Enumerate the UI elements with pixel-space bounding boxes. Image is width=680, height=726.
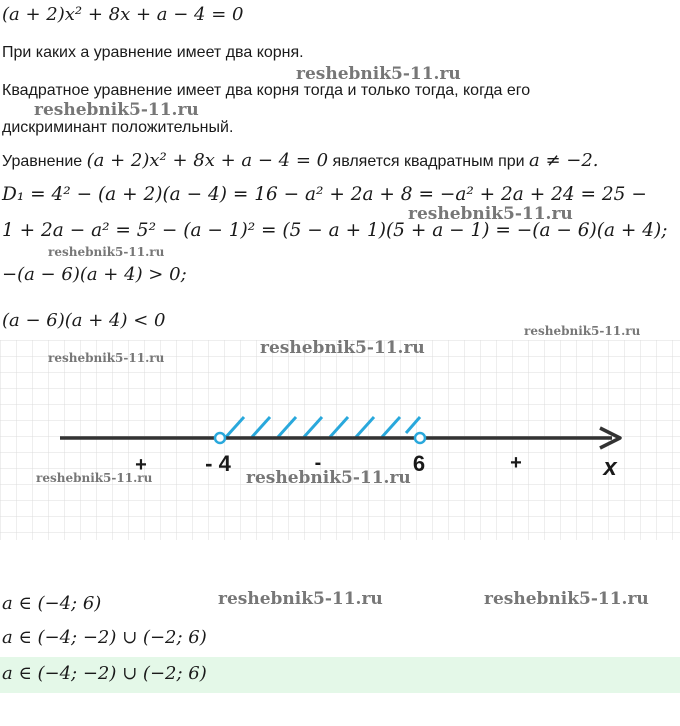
watermark: reshebnik5-11.ru: [48, 351, 165, 365]
inequality-2: (a − 6)(a + 4) < 0: [2, 310, 166, 331]
watermark: reshebnik5-11.ru: [246, 468, 411, 488]
quadratic-suffix: является квадратным при: [332, 153, 525, 170]
quadratic-condition: a ≠ −2.: [529, 150, 599, 171]
answer-1: a ∈ (−4; 6): [2, 593, 102, 614]
watermark: reshebnik5-11.ru: [34, 100, 199, 120]
quadratic-statement: [2, 150, 599, 171]
axis-label: x: [603, 454, 617, 481]
quadratic-equation: (a + 2)x² + 8x + a − 4 = 0: [86, 150, 329, 171]
point-left: [215, 433, 225, 443]
answer-2: a ∈ (−4; −2) ∪ (−2; 6): [2, 627, 207, 648]
watermark: reshebnik5-11.ru: [296, 64, 461, 84]
answer-final: a ∈ (−4; −2) ∪ (−2; 6): [2, 663, 207, 684]
watermark: reshebnik5-11.ru: [218, 589, 383, 609]
sign-left: +: [135, 454, 147, 476]
grid-background: [0, 340, 680, 540]
inequality-1: −(a − 6)(a + 4) > 0;: [2, 264, 187, 285]
watermark: reshebnik5-11.ru: [408, 204, 573, 224]
discriminant-line-1: D₁ = 4² − (a + 2)(a − 4) = 16 − a² + 2a + 8 = −a² + 2a + 24 = 25 −: [2, 184, 647, 205]
label-point-right: 6: [412, 451, 426, 476]
watermark: reshebnik5-11.ru: [36, 471, 153, 485]
watermark: reshebnik5-11.ru: [260, 338, 425, 358]
number-line-figure: [0, 340, 680, 540]
quadratic-prefix: Уравнение: [2, 153, 83, 170]
equation: (a + 2)x² + 8x + a − 4 = 0: [2, 4, 244, 25]
discriminant-line-2: 1 + 2a − a² = 5² − (a − 1)² = (5 − a + 1)(5 + a − 1) = −(a − 6)(a + 4);: [2, 220, 668, 241]
watermark: reshebnik5-11.ru: [484, 589, 649, 609]
point-right: [415, 433, 425, 443]
watermark: reshebnik5-11.ru: [524, 324, 641, 338]
sign-middle: -: [314, 452, 322, 474]
question-text: При каких a уравнение имеет два корня.: [2, 44, 304, 61]
condition-line-2: дискриминант положительный.: [2, 119, 234, 136]
sign-right: +: [510, 452, 522, 474]
condition-line-1: Квадратное уравнение имеет два корня тогда и только тогда, когда его: [2, 82, 531, 99]
watermark: reshebnik5-11.ru: [48, 245, 165, 259]
label-point-left: - 4: [205, 451, 231, 476]
